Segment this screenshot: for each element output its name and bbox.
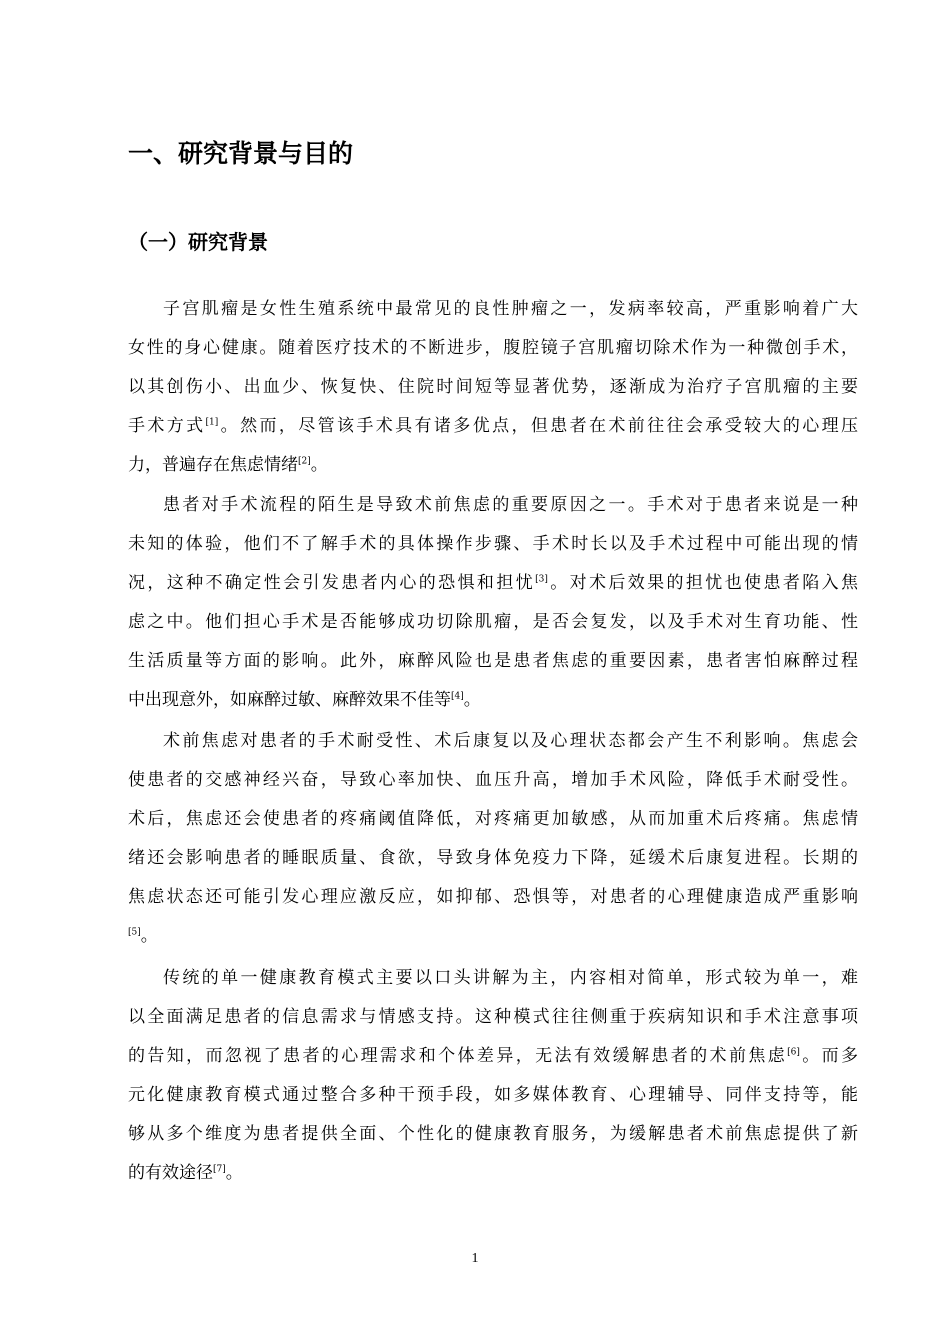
citation-6: [6] (787, 1047, 800, 1058)
text-run: 况，这种不确定性会引发患者内心的恐惧和担忧 (128, 573, 536, 593)
text-run: 。 (140, 926, 158, 946)
citation-2: [2] (298, 456, 311, 467)
text-run: 。然而，尽管该手术具有诸多优点，但患者在术前往往会承受较大的心理压 (218, 416, 859, 436)
paragraph-2-line-2: 未知的体验，他们不了解手术的具体操作步骤、手术时长以及手术过程中可能出现的情 (128, 534, 858, 554)
paragraph-3-line-3: 术后，焦虑还会使患者的疼痛阈值降低，对疼痛更加敏感，从而加重术后疼痛。焦虑情 (128, 809, 858, 829)
subsection-heading: （一）研究背景 (128, 230, 268, 254)
paragraph-1-line-5 (128, 452, 858, 478)
paragraph-4-line-3 (128, 1043, 858, 1069)
citation-4: [4] (451, 691, 464, 702)
citation-3: [3] (535, 574, 548, 585)
section-heading: 一、研究背景与目的 (128, 139, 354, 168)
paragraph-1-line-4 (128, 413, 858, 439)
citation-1: [1] (205, 417, 219, 428)
paragraph-4-line-5: 够从多个维度为患者提供全面、个性化的健康教育服务，为缓解患者术前焦虑提供了新 (128, 1124, 858, 1144)
paragraph-3-line-5: 焦虑状态还可能引发心理应激反应，如抑郁、恐惧等，对患者的心理健康造成严重影响 (128, 887, 858, 907)
paragraph-4-line-2: 以全面满足患者的信息需求与情感支持。这种模式往往侧重于疾病知识和手术注意事项 (128, 1007, 858, 1027)
text-run: 手术方式 (128, 416, 206, 436)
paragraph-3-line-6 (128, 923, 158, 949)
paragraph-1-line-1: 子宫肌瘤是女性生殖系统中最常见的良性肿瘤之一，发病率较高，严重影响着广大 (163, 299, 858, 319)
text-run: 的有效途径 (128, 1163, 213, 1183)
paragraph-2-line-5: 生活质量等方面的影响。此外，麻醉风险也是患者焦虑的重要因素，患者害怕麻醉过程 (128, 651, 858, 671)
text-run: 。 (463, 690, 481, 710)
citation-5: [5] (128, 927, 141, 938)
paragraph-4-line-1: 传统的单一健康教育模式主要以口头讲解为主，内容相对简单，形式较为单一，难 (163, 968, 858, 988)
text-run: 。而多 (799, 1046, 858, 1066)
page-number: 1 (471, 1251, 479, 1266)
paragraph-4-line-6 (128, 1160, 858, 1186)
text-run: 的告知，而忽视了患者的心理需求和个体差异，无法有效缓解患者的术前焦虑 (128, 1046, 788, 1066)
text-run: 。 (310, 455, 328, 475)
paragraph-4-line-4: 元化健康教育模式通过整合多种干预手段，如多媒体教育、心理辅导、同伴支持等，能 (128, 1085, 858, 1105)
paragraph-1-line-3: 以其创伤小、出血少、恢复快、住院时间短等显著优势，逐渐成为治疗子宫肌瘤的主要 (128, 377, 858, 397)
text-run: 中出现意外，如麻醉过敏、麻醉效果不佳等 (128, 690, 451, 710)
paragraph-3-line-4: 绪还会影响患者的睡眠质量、食欲，导致身体免疫力下降，延缓术后康复进程。长期的 (128, 848, 858, 868)
paragraph-3-line-2: 使患者的交感神经兴奋，导致心率加快、血压升高，增加手术风险，降低手术耐受性。 (128, 770, 858, 790)
paragraph-2-line-3 (128, 570, 858, 596)
text-run: 力，普遍存在焦虑情绪 (128, 455, 298, 475)
text-run: 。对术后效果的担忧也使患者陷入焦 (547, 573, 859, 593)
paragraph-2-line-4: 虑之中。他们担心手术是否能够成功切除肌瘤，是否会复发，以及手术对生育功能、性 (128, 612, 858, 632)
paragraph-1-line-2: 女性的身心健康。随着医疗技术的不断进步，腹腔镜子宫肌瘤切除术作为一种微创手术， (128, 338, 858, 358)
citation-7: [7] (213, 1164, 226, 1175)
paragraph-2-line-6 (128, 687, 858, 713)
paragraph-2-line-1: 患者对手术流程的陌生是导致术前焦虑的重要原因之一。手术对于患者来说是一种 (163, 495, 858, 515)
paragraph-3-line-1: 术前焦虑对患者的手术耐受性、术后康复以及心理状态都会产生不利影响。焦虑会 (163, 731, 858, 751)
text-run: 。 (225, 1163, 243, 1183)
